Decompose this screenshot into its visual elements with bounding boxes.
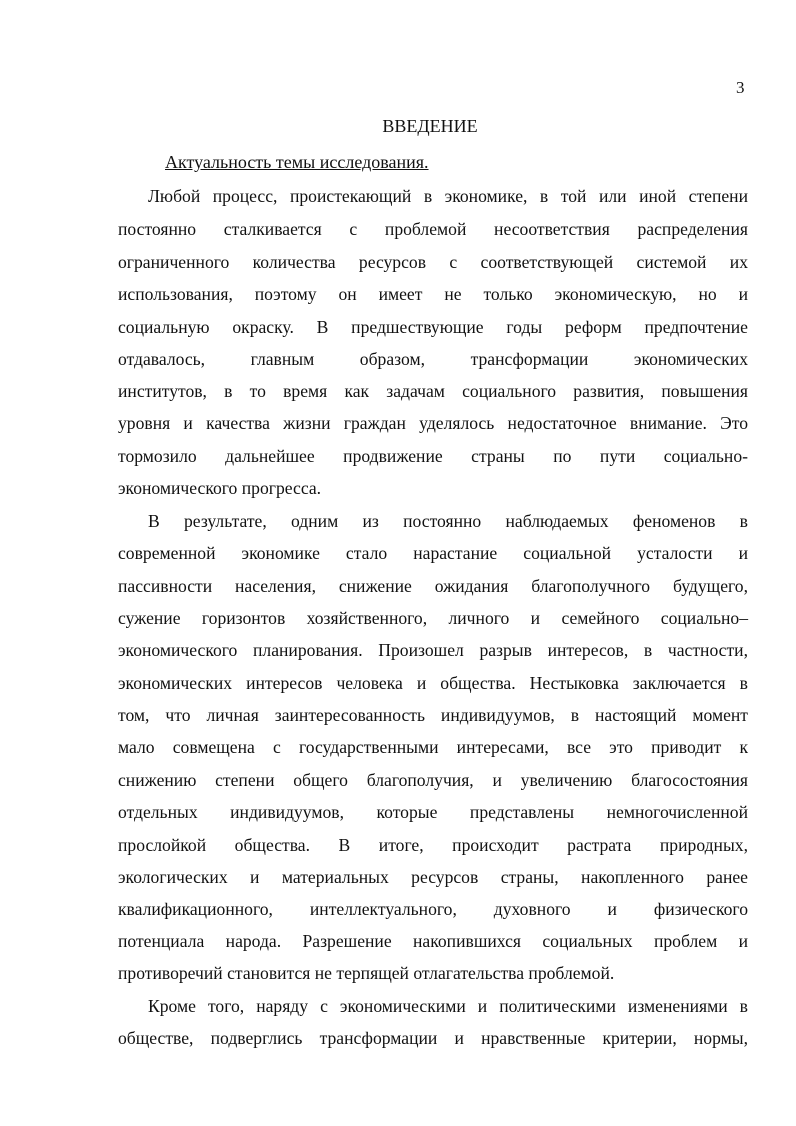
- text-line: экономического прогресса.: [118, 478, 322, 498]
- text-line: том, что личная заинтересованность индивидуумов, в настоящий момент: [118, 705, 748, 725]
- text-line: Кроме того, наряду с экономическими и политическими изменениями в: [148, 996, 748, 1016]
- text-line: использования, поэтому он имеет не только экономическую, но и: [118, 284, 748, 304]
- text-line: противоречий становится не терпящей отлагательства проблемой.: [118, 963, 615, 983]
- text-line: потенциала народа. Разрешение накопившихся социальных проблем и: [118, 931, 748, 951]
- text-line: отдавалось, главным образом, трансформации экономических: [118, 349, 748, 369]
- text-line: квалификационного, интеллектуального, духовного и физического: [118, 899, 748, 919]
- text-line: институтов, в то время как задачам социального развития, повышения: [118, 381, 748, 401]
- text-line: социальную окраску. В предшествующие годы реформ предпочтение: [118, 317, 748, 337]
- text-line: экономических интересов человека и общества. Нестыковка заключается в: [118, 673, 748, 693]
- text-line: снижению степени общего благополучия, и увеличению благосостояния: [118, 770, 748, 790]
- text-line: отдельных индивидуумов, которые представлены немногочисленной: [118, 802, 748, 822]
- text-line: экологических и материальных ресурсов страны, накопленного ранее: [118, 867, 748, 887]
- text-line: мало совмещена с государственными интересами, все это приводит к: [118, 737, 748, 757]
- text-line: постоянно сталкивается с проблемой несоответствия распределения: [118, 219, 748, 239]
- section-heading: ВВЕДЕНИЕ: [382, 116, 478, 136]
- subheading: Актуальность темы исследования.: [165, 152, 429, 172]
- page-number: 3: [736, 78, 745, 97]
- text-line: обществе, подверглись трансформации и нравственные критерии, нормы,: [118, 1028, 748, 1048]
- text-line: ограниченного количества ресурсов с соответствующей системой их: [118, 252, 748, 272]
- text-line: экономического планирования. Произошел разрыв интересов, в частности,: [118, 640, 748, 660]
- text-line: пассивности населения, снижение ожидания благополучного будущего,: [118, 576, 748, 596]
- text-line: уровня и качества жизни граждан уделялось недостаточное внимание. Это: [118, 413, 748, 433]
- text-line: Любой процесс, проистекающий в экономике, в той или иной степени: [148, 186, 748, 206]
- text-line: В результате, одним из постоянно наблюдаемых феноменов в: [148, 511, 748, 531]
- text-line: сужение горизонтов хозяйственного, личного и семейного социально–: [118, 608, 748, 628]
- text-line: прослойкой общества. В итоге, происходит растрата природных,: [118, 835, 748, 855]
- text-line: тормозило дальнейшее продвижение страны по пути социально-: [118, 446, 748, 466]
- text-line: современной экономике стало нарастание социальной усталости и: [118, 543, 748, 563]
